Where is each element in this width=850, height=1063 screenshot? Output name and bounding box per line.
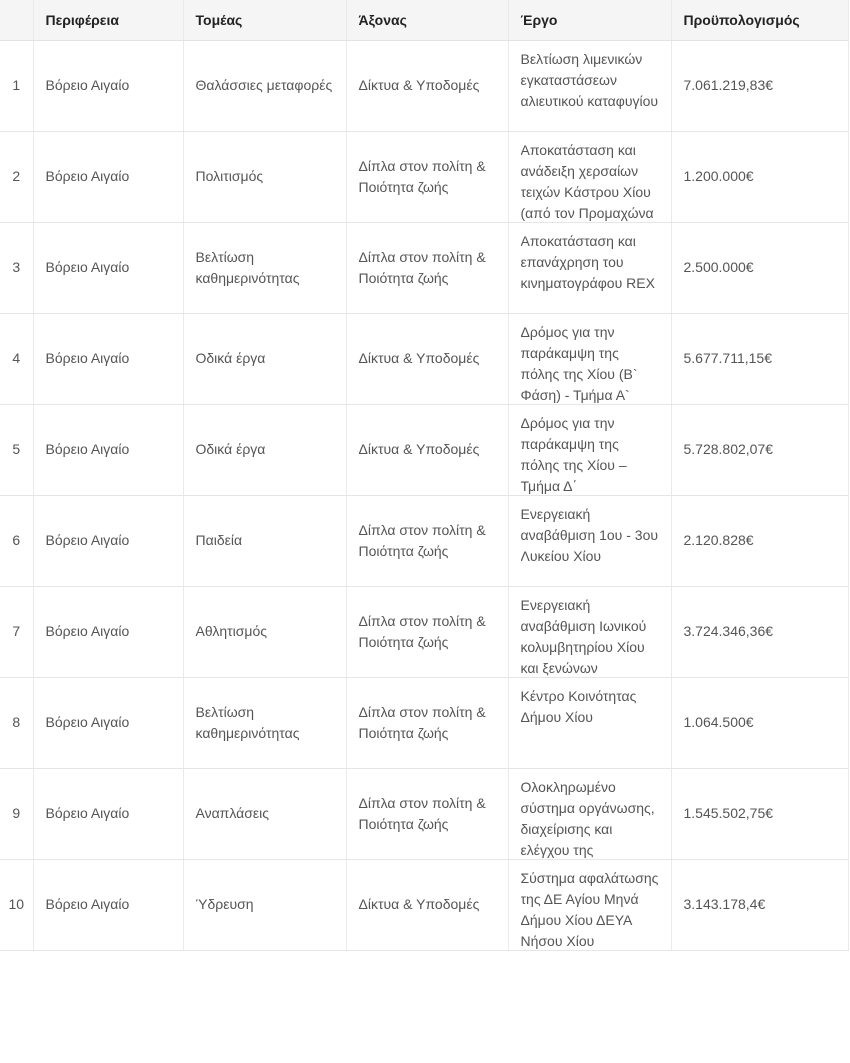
table-row — [0, 404, 848, 495]
row-sector: Βελτίωση καθημερινότητας — [183, 677, 346, 768]
row-axis: Δίπλα στον πολίτη & Ποιότητα ζωής — [346, 131, 508, 222]
row-axis: Δίκτυα & Υποδομές — [346, 40, 508, 131]
row-project-cell — [508, 677, 671, 768]
row-sector: Βελτίωση καθημερινότητας — [183, 222, 346, 313]
row-budget: 5.677.711,15€ — [671, 313, 848, 404]
row-project-cell — [508, 768, 671, 859]
table-row — [0, 313, 848, 404]
row-project-cell — [508, 313, 671, 404]
table-row — [0, 768, 848, 859]
row-project-cell — [508, 222, 671, 313]
row-sector: Αθλητισμός — [183, 586, 346, 677]
row-project-cell — [508, 40, 671, 131]
header-project[interactable]: Έργο — [508, 0, 671, 40]
row-budget: 1.200.000€ — [671, 131, 848, 222]
row-index: 4 — [0, 313, 33, 404]
table-row — [0, 859, 848, 950]
table-row — [0, 677, 848, 768]
row-sector: Ύδρευση — [183, 859, 346, 950]
row-budget: 1.545.502,75€ — [671, 768, 848, 859]
row-project: Κέντρο Κοινότητας Δήμου Χίου — [520, 687, 637, 725]
row-project: Αποκατάσταση και ανάδειξη χερσαίων τειχών Κάστρου Χίου (από τον Προμαχώνα — [520, 141, 654, 221]
row-axis: Δίκτυα & Υποδομές — [346, 859, 508, 950]
row-axis: Δίπλα στον πολίτη & Ποιότητα ζωής — [346, 586, 508, 677]
row-region: Βόρειο Αιγαίο — [33, 677, 183, 768]
row-project: Σύστημα αφαλάτωσης της ΔΕ Αγίου Μηνά Δήμου Χίου ΔΕΥΑ Νήσου Χίου — [520, 869, 659, 949]
row-project: Αποκατάσταση και επανάχρηση του κινηματογράφου REX — [520, 232, 655, 291]
header-axis[interactable]: Άξονας — [346, 0, 508, 40]
row-sector: Αναπλάσεις — [183, 768, 346, 859]
row-index: 9 — [0, 768, 33, 859]
row-budget: 3.143.178,4€ — [671, 859, 848, 950]
row-budget: 1.064.500€ — [671, 677, 848, 768]
header-region[interactable]: Περιφέρεια — [33, 0, 183, 40]
header-sector[interactable]: Τομέας — [183, 0, 346, 40]
row-sector: Παιδεία — [183, 495, 346, 586]
row-region: Βόρειο Αιγαίο — [33, 313, 183, 404]
row-project-cell — [508, 586, 671, 677]
row-project-cell — [508, 859, 671, 950]
table-body — [0, 40, 848, 950]
row-region: Βόρειο Αιγαίο — [33, 495, 183, 586]
row-region: Βόρειο Αιγαίο — [33, 586, 183, 677]
row-budget: 5.728.802,07€ — [671, 404, 848, 495]
row-axis: Δίπλα στον πολίτη & Ποιότητα ζωής — [346, 677, 508, 768]
table-row — [0, 222, 848, 313]
row-index: 10 — [0, 859, 33, 950]
row-sector: Πολιτισμός — [183, 131, 346, 222]
row-index: 7 — [0, 586, 33, 677]
header-budget[interactable]: Προϋπολογισμός — [671, 0, 848, 40]
row-index: 3 — [0, 222, 33, 313]
row-budget: 2.500.000€ — [671, 222, 848, 313]
row-project: Δρόμος για την παράκαμψη της πόλης της Χίου (Β` Φάση) - Τμήμα Α` — [520, 323, 638, 403]
row-project: Ενεργειακή αναβάθμιση Ιωνικού κολυμβητηρίου Χίου και ξενώνων — [520, 596, 647, 676]
row-project: Βελτίωση λιμενικών εγκαταστάσεων αλιευτικού καταφυγίου — [520, 50, 659, 109]
row-region: Βόρειο Αιγαίο — [33, 131, 183, 222]
table-row — [0, 40, 848, 131]
row-index: 1 — [0, 40, 33, 131]
row-sector: Θαλάσσιες μεταφορές — [183, 40, 346, 131]
row-project: Ενεργειακή αναβάθμιση 1ου - 3ου Λυκείου Χίου — [520, 505, 659, 564]
row-axis: Δίκτυα & Υποδομές — [346, 313, 508, 404]
row-project: Δρόμος για την παράκαμψη της πόλης της Χίου – Τμήμα Δ΄ — [520, 414, 627, 494]
row-sector: Οδικά έργα — [183, 313, 346, 404]
row-budget: 2.120.828€ — [671, 495, 848, 586]
row-index: 6 — [0, 495, 33, 586]
row-region: Βόρειο Αιγαίο — [33, 404, 183, 495]
table-header — [0, 0, 848, 40]
header-row — [0, 0, 848, 40]
row-project: Ολοκληρωμένο σύστημα οργάνωσης, διαχείρισης και ελέγχου της — [520, 778, 655, 858]
row-project-cell — [508, 131, 671, 222]
row-region: Βόρειο Αιγαίο — [33, 222, 183, 313]
row-axis: Δίπλα στον πολίτη & Ποιότητα ζωής — [346, 222, 508, 313]
table-row — [0, 495, 848, 586]
row-index: 2 — [0, 131, 33, 222]
table-row — [0, 586, 848, 677]
row-project-cell — [508, 495, 671, 586]
row-region: Βόρειο Αιγαίο — [33, 859, 183, 950]
row-region: Βόρειο Αιγαίο — [33, 40, 183, 131]
row-budget: 3.724.346,36€ — [671, 586, 848, 677]
row-project-cell — [508, 404, 671, 495]
row-budget: 7.061.219,83€ — [671, 40, 848, 131]
row-axis: Δίπλα στον πολίτη & Ποιότητα ζωής — [346, 768, 508, 859]
row-axis: Δίκτυα & Υποδομές — [346, 404, 508, 495]
row-sector: Οδικά έργα — [183, 404, 346, 495]
row-region: Βόρειο Αιγαίο — [33, 768, 183, 859]
header-index[interactable] — [0, 0, 33, 40]
table-row — [0, 131, 848, 222]
row-index: 8 — [0, 677, 33, 768]
row-axis: Δίπλα στον πολίτη & Ποιότητα ζωής — [346, 495, 508, 586]
row-index: 5 — [0, 404, 33, 495]
